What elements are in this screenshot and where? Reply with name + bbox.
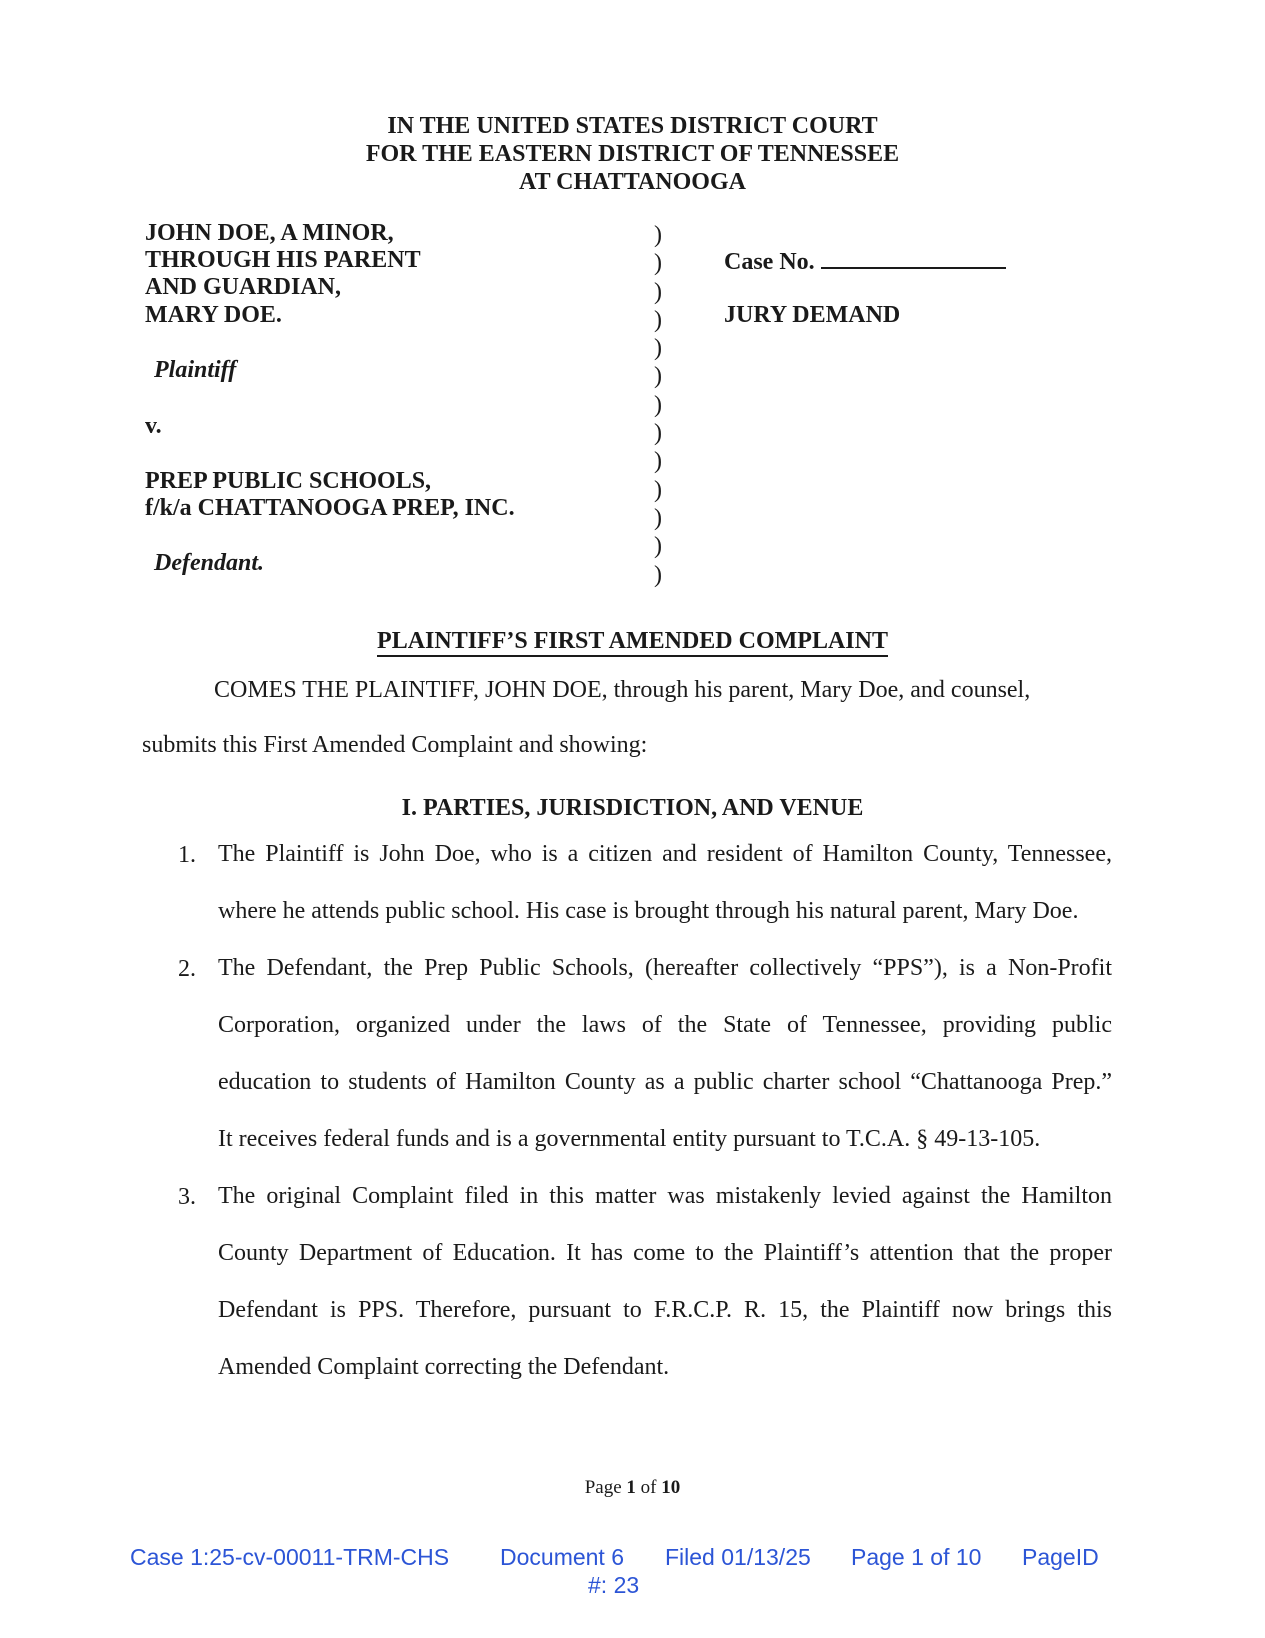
defendant-name-line-2: f/k/a CHATTANOOGA PREP, INC. [145, 495, 515, 521]
plaintiff-name-line-3: AND GUARDIAN, [145, 274, 341, 300]
caption-paren: ) [654, 363, 662, 390]
paragraph-line: The original Complaint filed in this matter was mistakenly levied against the Hamilton [218, 1183, 1112, 1209]
paragraph-line: County Department of Education. It has come to the Plaintiff’s attention that the proper [218, 1240, 1112, 1266]
section-heading: I. PARTIES, JURISDICTION, AND VENUE [401, 795, 864, 821]
defendant-name-line-1: PREP PUBLIC SCHOOLS, [145, 468, 432, 494]
caption-paren: ) [654, 306, 662, 333]
stamp-pageid-label: PageID [1022, 1544, 1099, 1570]
page-label: Page [584, 1477, 622, 1498]
versus: v. [145, 413, 162, 439]
page-total: 10 [661, 1477, 681, 1498]
paragraph-3 [178, 1184, 1112, 1412]
paragraph-line: Amended Complaint correcting the Defendant. [218, 1354, 670, 1380]
caption-paren: ) [654, 391, 662, 418]
document-title [0, 628, 1265, 655]
defendant-role: Defendant. [154, 550, 264, 576]
paragraph-number: 1. [178, 842, 196, 868]
plaintiff-name-line-4: MARY DOE. [145, 302, 282, 328]
stamp-document: Document 6 [500, 1544, 625, 1570]
paragraph-line: The Plaintiff is John Doe, who is a citizen and resident of Hamilton County, Tennessee, [218, 841, 1112, 867]
plaintiff-name-line-1: JOHN DOE, A MINOR, [145, 220, 394, 246]
page-footer [0, 1477, 1265, 1499]
case-number-field [724, 247, 1006, 276]
caption-paren: ) [654, 250, 662, 277]
caption-paren: ) [654, 476, 662, 503]
plaintiff-role: Plaintiff [154, 357, 237, 383]
paragraph-1 [178, 842, 1112, 956]
caption-paren: ) [654, 448, 662, 475]
stamp-page: Page 1 of 10 [851, 1544, 982, 1570]
case-number-blank [821, 247, 1006, 269]
caption-paren: ) [654, 533, 662, 560]
paragraph-list [178, 842, 1112, 1412]
intro-line-2: submits this First Amended Complaint and showing: [142, 732, 648, 758]
paragraph-line: Defendant is PPS. Therefore, pursuant to F.R.C.P. R. 15, the Plaintiff now brings this [218, 1297, 1112, 1323]
paragraph-line: education to students of Hamilton County as a public charter school “Chattanooga Prep.” [218, 1069, 1112, 1095]
caption-paren: ) [654, 504, 662, 531]
paragraph-number: 2. [178, 956, 196, 982]
caption-parenthesis-column [654, 221, 662, 589]
stamp-pageid-number: #: 23 [588, 1572, 640, 1598]
page-of-label: of [640, 1477, 657, 1498]
plaintiff-name-line-2: THROUGH HIS PARENT [145, 247, 421, 273]
caption-paren: ) [654, 561, 662, 588]
jury-demand: JURY DEMAND [724, 302, 901, 328]
court-header [0, 112, 1265, 196]
paragraph-line: The Defendant, the Prep Public Schools, (hereafter collectively “PPS”), is a Non-Profit [218, 955, 1112, 981]
paragraph-line: It receives federal funds and is a governmental entity pursuant to T.C.A. § 49-13-105. [218, 1126, 1041, 1152]
stamp-case-number: Case 1:25-cv-00011-TRM-CHS [130, 1544, 450, 1570]
document-title-text: PLAINTIFF’S FIRST AMENDED COMPLAINT [377, 628, 888, 657]
caption-paren: ) [654, 222, 662, 248]
page-number: 1 [626, 1477, 636, 1498]
caption-paren: ) [654, 335, 662, 362]
paragraph-2 [178, 956, 1112, 1184]
filing-stamp [0, 1544, 1265, 1600]
paragraph-number: 3. [178, 1184, 196, 1210]
case-number-label: Case No. [724, 249, 815, 275]
intro-line-1: COMES THE PLAINTIFF, JOHN DOE, through his parent, Mary Doe, and counsel, [214, 677, 1031, 703]
paragraph-line: Corporation, organized under the laws of the State of Tennessee, providing public [218, 1012, 1112, 1038]
court-line-1: IN THE UNITED STATES DISTRICT COURT [387, 113, 878, 139]
caption-paren: ) [654, 278, 662, 305]
caption-paren: ) [654, 420, 662, 447]
stamp-filed-date: Filed 01/13/25 [665, 1544, 811, 1570]
court-line-2: FOR THE EASTERN DISTRICT OF TENNESSEE [365, 141, 900, 167]
court-line-3: AT CHATTANOOGA [519, 169, 746, 195]
paragraph-line: where he attends public school. His case is brought through his natural parent, Mary Doe. [218, 898, 1079, 924]
